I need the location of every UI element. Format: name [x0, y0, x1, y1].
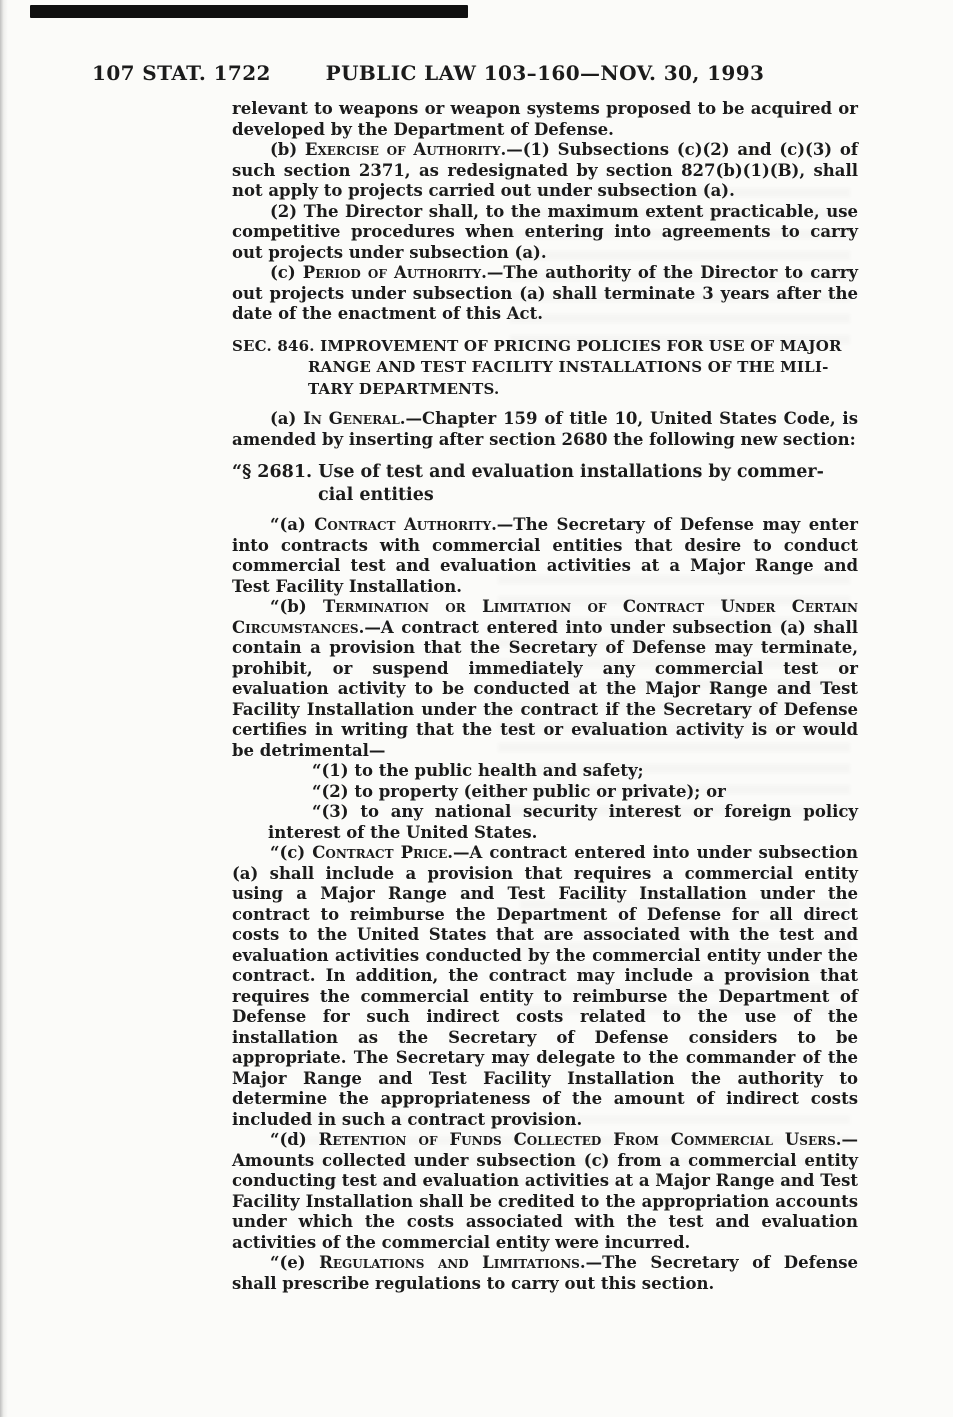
sec2681-c-contract-price — [232, 843, 858, 1130]
small-caps-label: Contract Authority — [314, 515, 492, 534]
text-run: (c) — [270, 263, 303, 282]
heading-line: SEC. 846. IMPROVEMENT OF PRICING POLICIES FOR USE OF MAJOR — [232, 336, 842, 355]
statute-text-column — [232, 99, 858, 1294]
sec2681-b-termination-or-limitation — [232, 597, 858, 761]
sec2681-e-regulations — [232, 1253, 858, 1294]
scan-edge-shadow — [0, 0, 8, 1417]
text-run: (2) The Director shall, to the maximum extent practicable, use competitive procedures when entering into agreements to carry out projects under subsection (a). — [232, 201, 858, 262]
text-run: (a) — [270, 409, 304, 428]
scan-artifact-bar — [30, 5, 468, 18]
sec-846-heading — [232, 336, 858, 401]
clause-2-property — [268, 782, 858, 803]
text-run: “(1) to the public health and safety; — [312, 761, 644, 780]
text-run: “(a) — [270, 515, 315, 534]
small-caps-label: In General — [303, 409, 400, 428]
text-run: .—A contract entered into under subsection (a) shall contain a provision that the Secretary of Defense may terminate, prohibit, or suspend immediately any commercial test or evaluation activity to be conducted at the Major Range and Test Facility Installation under the contract if the Secretary of Defense certifies in writing that the test or evaluation activity is or would be detrimental— — [232, 617, 858, 760]
text-run: .—Amounts collected under subsection (c) from a commercial entity conducting test and evaluation activities at a Major Range and Test Facility Installation shall be credited to the appropriation accounts under which the costs associated with the test and evaluation activities of the commercial entity were incurred. — [232, 1130, 858, 1252]
text-run: “(c) — [270, 843, 313, 862]
heading-line: RANGE AND TEST FACILITY INSTALLATIONS OF THE MILI- — [308, 358, 829, 376]
text-run: “(b) — [270, 597, 324, 616]
text-run: “(e) — [270, 1253, 320, 1272]
text-run: .—The authority of the Director to carry out projects under subsection (a) shall terminate 3 years after the date of the enactment of this Act. — [232, 263, 859, 323]
subsection-b-exercise-of-authority — [232, 140, 858, 202]
text-run: relevant to weapons or weapon systems proposed to be acquired or developed by the Department of Defense. — [232, 99, 858, 139]
text-run: .—Chapter 159 of title 10, United States Code, is amended by inserting after section 2680 the following new section: — [232, 409, 858, 449]
sec2681-d-retention-of-funds — [232, 1130, 858, 1253]
small-caps-label: Exercise of Authority — [304, 140, 501, 159]
clause-3-national-security — [268, 802, 858, 843]
subsection-c-period-of-authority — [232, 263, 858, 325]
subsection-a-in-general — [232, 409, 858, 450]
text-run: (b) — [270, 140, 305, 159]
heading-line: cial entities — [318, 484, 434, 505]
small-caps-label: Contract Price — [312, 843, 448, 862]
small-caps-label: Regulations and Limitations — [319, 1253, 580, 1272]
small-caps-label: Retention of Funds Collected From Commercial Users — [318, 1130, 836, 1149]
sec2681-a-contract-authority — [232, 515, 858, 597]
text-run: .—The Secretary of Defense shall prescribe regulations to carry out this section. — [232, 1253, 858, 1293]
paragraph-2-competitive-procedures — [232, 202, 858, 264]
heading-line: “§ 2681. Use of test and evaluation installations by commer- — [232, 462, 824, 482]
text-run: .—The Secretary of Defense may enter into contracts with commercial entities that desire to conduct commercial test and evaluation activities at a Major Range and Test Facility Installation. — [232, 515, 858, 596]
text-run: .—(1) Subsections (c)(2) and (c)(3) of such section 2371, as redesignated by section 827(b)(1)(B), shall not apply to projects carried out under subsection (a). — [232, 140, 858, 200]
small-caps-label: Period of Authority — [302, 263, 482, 282]
text-run: .—A contract entered into under subsection (a) shall include a provision that requires a commercial entity using a Major Range and Test Facility Installation under the contract to reimburse the Department of Defense for all direct costs to the United States that are associated with the test and evaluation activities conducted by the commercial entity under the contract. In addition, the contract may include a provision that requires the commercial entity to reimburse the Department of Defense for such indirect costs related to the use of the installation as the Secretary of Defense considers to be appropriate. The Secretary may delegate to the commander of the Major Range and Test Facility Installation the authority to determine the appropriateness of the amount of indirect costs included in such a contract provision. — [232, 843, 858, 1129]
clause-1-public-health — [268, 761, 858, 782]
text-run: “(2) to property (either public or private); or — [312, 781, 726, 801]
continuation-paragraph — [232, 99, 858, 140]
small-caps-label: Termination or Limitation of Contract Under Certain Circumstances — [232, 597, 858, 637]
text-run: “(3) to any national security interest or foreign policy interest of the United States. — [268, 802, 858, 842]
heading-line: TARY DEPARTMENTS. — [308, 379, 500, 398]
section-2681-heading — [232, 461, 858, 506]
text-run: “(d) — [270, 1130, 319, 1149]
law-citation: PUBLIC LAW 103–160—NOV. 30, 1993 — [325, 61, 765, 85]
stat-page-number: 107 STAT. 1722 — [92, 61, 271, 85]
